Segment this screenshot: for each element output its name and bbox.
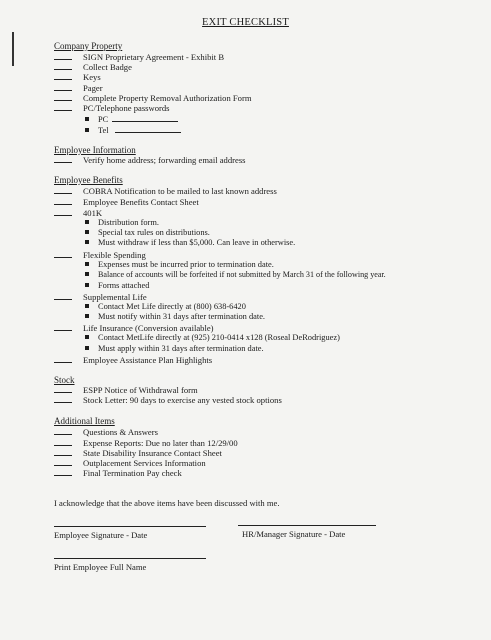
print-name-label: Print Employee Full Name xyxy=(54,562,147,572)
bullet-label: Contact Met Life directly at (800) 638-6420 xyxy=(98,302,246,311)
checkbox-blank[interactable] xyxy=(54,354,72,363)
bullet-icon xyxy=(85,346,89,350)
item-label: Life Insurance (Conversion available) xyxy=(83,323,214,333)
bullet-icon xyxy=(85,272,89,276)
bullet-label: Expenses must be incurred prior to termination date. xyxy=(98,260,274,269)
checklist-item[interactable] xyxy=(54,196,199,207)
checkbox-blank[interactable] xyxy=(54,92,72,101)
checkbox-blank[interactable] xyxy=(54,207,72,216)
item-label: Keys xyxy=(83,72,101,82)
bullet-label: Forms attached xyxy=(98,281,150,290)
checklist-item[interactable] xyxy=(54,102,170,113)
checkbox-blank[interactable] xyxy=(54,82,72,91)
bullet-label: Must notify within 31 days after termination date. xyxy=(98,312,266,321)
checklist-item[interactable] xyxy=(54,154,246,165)
bullet-icon xyxy=(85,128,89,132)
item-label: Supplemental Life xyxy=(83,292,147,302)
scan-mark xyxy=(12,32,14,66)
item-label: PC/Telephone passwords xyxy=(83,103,170,113)
item-label: COBRA Notification to be mailed to last known address xyxy=(83,186,277,196)
item-label: SIGN Proprietary Agreement - Exhibit B xyxy=(83,52,225,62)
bullet-label: PC xyxy=(98,115,109,124)
checkbox-blank[interactable] xyxy=(54,102,72,111)
checklist-item[interactable] xyxy=(54,71,101,82)
item-label: Complete Property Removal Authorization Form xyxy=(83,93,252,103)
section-heading-employee-information: Employee Information xyxy=(54,145,136,155)
bullet-item xyxy=(85,280,149,291)
bullet-label: Must withdraw if less than $5,000. Can leave in otherwise. xyxy=(98,238,296,247)
checklist-item[interactable] xyxy=(54,394,282,405)
checkbox-blank[interactable] xyxy=(54,249,72,258)
checkbox-blank[interactable] xyxy=(54,322,72,331)
checklist-item[interactable] xyxy=(54,426,158,437)
item-label: Questions & Answers xyxy=(83,427,158,437)
item-label: Final Termination Pay check xyxy=(83,468,182,478)
checkbox-blank[interactable] xyxy=(54,196,72,205)
bullet-label: Distribution form. xyxy=(98,218,159,227)
bullet-icon xyxy=(85,335,89,339)
checkbox-blank[interactable] xyxy=(54,426,72,435)
bullet-icon xyxy=(85,262,89,266)
page-title: EXIT CHECKLIST xyxy=(202,17,289,28)
bullet-item xyxy=(85,343,264,354)
item-label: Verify home address; forwarding email address xyxy=(83,155,246,165)
item-label: Pager xyxy=(83,83,103,93)
bullet-icon xyxy=(85,230,89,234)
bullet-icon xyxy=(85,283,89,287)
checkbox-blank[interactable] xyxy=(54,154,72,163)
item-label: State Disability Insurance Contact Sheet xyxy=(83,448,222,458)
manager-signature-label: HR/Manager Signature - Date xyxy=(242,529,346,539)
bullet-item xyxy=(85,124,181,135)
checkbox-blank[interactable] xyxy=(54,394,72,403)
checklist-item[interactable] xyxy=(54,467,182,478)
bullet-label: Tel xyxy=(98,126,109,135)
bullet-icon xyxy=(85,117,89,121)
bullet-item xyxy=(85,237,295,248)
bullet-icon xyxy=(85,240,89,244)
item-label: Expense Reports: Due no later than 12/29/00 xyxy=(83,438,238,448)
bullet-icon xyxy=(85,314,89,318)
checkbox-blank[interactable] xyxy=(54,457,72,466)
section-heading-stock: Stock xyxy=(54,375,75,385)
checkbox-blank[interactable] xyxy=(54,384,72,393)
bullet-item xyxy=(85,269,386,280)
checkbox-blank[interactable] xyxy=(54,71,72,80)
section-heading-company-property: Company Property xyxy=(54,41,123,51)
bullet-item xyxy=(85,113,178,124)
employee-signature-label: Employee Signature - Date xyxy=(54,530,148,540)
bullet-item xyxy=(85,332,340,343)
pc-password-field[interactable] xyxy=(112,113,178,122)
item-label: Employee Assistance Plan Highlights xyxy=(83,355,213,365)
bullet-item xyxy=(85,311,265,322)
checkbox-blank[interactable] xyxy=(54,467,72,476)
checklist-item[interactable] xyxy=(54,185,277,196)
item-label: Outplacement Services Information xyxy=(83,458,206,468)
manager-signature-line[interactable] xyxy=(238,525,376,526)
item-label: ESPP Notice of Withdrawal form xyxy=(83,385,198,395)
section-heading-employee-benefits: Employee Benefits xyxy=(54,175,123,185)
item-label: Employee Benefits Contact Sheet xyxy=(83,197,199,207)
acknowledgement-text: I acknowledge that the above items have been discussed with me. xyxy=(54,498,280,508)
checkbox-blank[interactable] xyxy=(54,437,72,446)
bullet-label: Contact MetLife directly at (925) 210-0414 x128 (Roseal DeRodriguez) xyxy=(98,333,340,342)
bullet-label: Special tax rules on distributions. xyxy=(98,228,210,237)
item-label: 401K xyxy=(83,208,103,218)
employee-signature-line[interactable] xyxy=(54,526,206,527)
checkbox-blank[interactable] xyxy=(54,185,72,194)
bullet-icon xyxy=(85,304,89,308)
bullet-label: Balance of accounts will be forfeited if not submitted by March 31 of the following year. xyxy=(98,270,386,279)
checkbox-blank[interactable] xyxy=(54,61,72,70)
checkbox-blank[interactable] xyxy=(54,51,72,60)
item-label: Stock Letter: 90 days to exercise any vested stock options xyxy=(83,395,282,405)
bullet-label: Must apply within 31 days after termination date. xyxy=(98,344,264,353)
section-heading-additional-items: Additional Items xyxy=(54,416,115,426)
item-label: Flexible Spending xyxy=(83,250,146,260)
checklist-item[interactable] xyxy=(54,354,212,365)
checkbox-blank[interactable] xyxy=(54,291,72,300)
checkbox-blank[interactable] xyxy=(54,447,72,456)
print-name-line[interactable] xyxy=(54,558,206,559)
bullet-icon xyxy=(85,220,89,224)
tel-password-field[interactable] xyxy=(115,124,181,133)
item-label: Collect Badge xyxy=(83,62,132,72)
